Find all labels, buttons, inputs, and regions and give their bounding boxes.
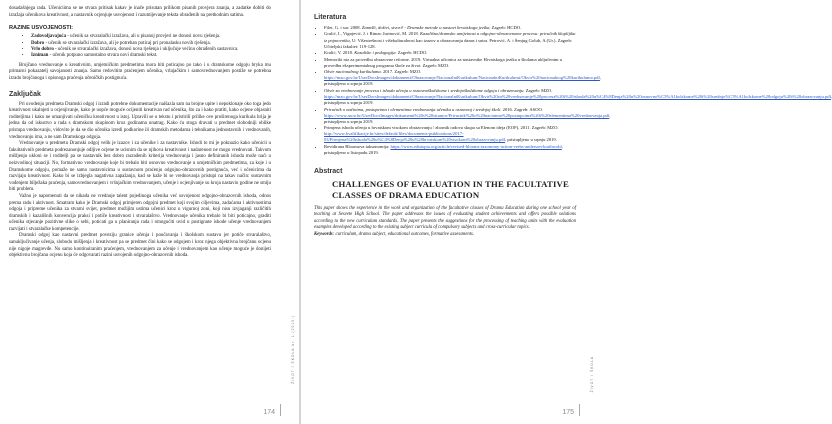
reference-text: Prirućnik o načinima, postupcima i elementima vrednovanja učenika u osnovnoj i srednjoj školi. bbox=[324, 106, 502, 112]
reference-text: Primjena ishoda učenja u hrvatskom visokom obrazovanju / zbornik radova skupa sa Elenom ideja (EOF), 2011. Zagreb: MZO. bbox=[324, 125, 559, 131]
keywords-line bbox=[314, 232, 576, 238]
reference-text: , pristupljeno u srpnju 2019. bbox=[324, 112, 611, 124]
reference-text: , pristupljeno u srpnju 2019. bbox=[324, 75, 602, 87]
keywords-text: : curriculum, drama subject, educational outcomes, formative assessments. bbox=[332, 231, 475, 237]
literatura-heading: Literatura bbox=[314, 14, 347, 21]
reference-text: , pristupljeno u srpnju 2019. bbox=[505, 137, 557, 143]
reference-text: Okvir nacionalnog kurikuluma. bbox=[324, 69, 382, 75]
left-column bbox=[9, 6, 271, 408]
reference-item bbox=[324, 87, 832, 106]
reference-text: Zagreb: MZO. bbox=[524, 87, 553, 93]
page-number-rule bbox=[579, 404, 580, 416]
reference-text: Zamišli, doživi, stvori! - Dramske metode u nastavi hrvatskoga jezika. bbox=[361, 25, 491, 30]
reference-item bbox=[324, 25, 576, 31]
list-term: Vrlo dobro bbox=[31, 47, 54, 52]
list-desc: - učenik sa stvaralački izražava, ali u pisanoj provjeri ne donosi novu rješenja. bbox=[66, 34, 221, 40]
reference-text: Kralić, V. 2018. bbox=[324, 50, 355, 56]
reference-text: U: Višestrešnost i višekulturalnost kao izazov u obrazovanju danas i sutra. Petrović, A. i Šenjug Golub, A.(Ur.). Zagreb: Učiteljski fakultet: 119-128. bbox=[324, 37, 573, 49]
zakljucak-heading: Zaključak bbox=[9, 90, 41, 98]
reference-text: , pristupljeno u listopadu 2019. bbox=[324, 143, 563, 155]
reference-text: pristupljeno u srpnju 2019. bbox=[324, 100, 374, 106]
abstract-text: This paper shows the experience in the work and organization of the facultative classes of Drama Education during one school year of teaching at Sesvete High School. The paper addresses the issues of evaluating student achievements and offers possible solutions according to the new curriculum standards. The paper presents the suggestions for the processing of teaching units with the evaluation examples developed according to the existing subject curricula of compulsory subjects and cross-curricular topics. bbox=[314, 205, 576, 231]
reference-link[interactable]: https://www.edutopia.org/article/revised-blooms-taxonomy-action-verbs-anderson-krathwohl bbox=[390, 143, 562, 149]
list-desc: - učenik se stvaralački izražava, donosi nova rješenja i uključuje većinu obrađenih sastavnica. bbox=[53, 47, 239, 52]
zakljucak-paragraph-4: Dramski odgoj kao nastavni predmet poveziju granice učenja i poučavanja i školskom sustavu jer potiče stvaralaštvo, sanuključivanje učenja, slobodu mišljenja i kreativnost pa se predmet čini kako se odgojem i kroz njega objektivna brojčanu ocjenu nije nigoje magrevđe. No samo kontinuiranim praćenjem, vrednovanjem za učenje i vrednovanjem kao učenje moguće je donijeti objektivnu brojčanu ocjenu koja će odgovarati razini usvojenih odgojno-obrazovnih ishoda. bbox=[9, 233, 271, 259]
razine-list bbox=[9, 34, 271, 60]
references-list bbox=[314, 25, 832, 156]
razine-heading: RAZINE USVOJENOSTI: bbox=[9, 25, 74, 32]
reference-item bbox=[324, 50, 576, 56]
reference-item bbox=[324, 125, 576, 143]
page-number: 174 bbox=[263, 409, 275, 416]
zakljucak-paragraph-1: Pri uvodenju predmeta Dramski odgoj i izradi potrebne dokumentacije naišazla sam na brojne upite i nepoklonaje oko toga jedo kreativnost ukalnjeti u ocjenjivanje, kako je uopće moguće ocijeniti kreativan rad učenika, što za i kako pratiti, kako ocjene objasniti roditeljima i kako ne umanjivati učeničku kreativnost u istoj. Upravili se u tekstu i pristirili prilike ove proširenoga kurikula hrija je jedna da od iskustvo a rada s dramskom skupinom kroz godinama unatrag. Kako ću stoga dravati u predmet slobodniji oblike pristupa vrednovanju, vidovito je da se dio učenika izredi podkorine ili dramskih metodama i tehnikama jednostavnih i vrednovanih, vrednovanju ima, a ne sam Dramskoga odgoja. bbox=[9, 101, 271, 140]
keywords-label: Keywords bbox=[314, 231, 333, 237]
list-term: Dobro bbox=[31, 40, 45, 46]
intro-paragraph: dosadašnjega rada. Učeniciima se ne stvara pritisak kakav je inače prisutan prilikom pisanih provjera znanja, a zadatke dobiti do izražaja učenikova kreativnost, a nastavnik ocjenjuje usvojenost i razumijevanje teksta obrađenih na prethodnim satima. bbox=[9, 6, 271, 18]
page-number-rule bbox=[280, 404, 281, 416]
zakljucak-paragraph-2: Vrednovanje u predmetu Dramski odgoj velik je izazov i za učenike i za nastavnike. Ishodi to mi je poknazio kako učenicii u fakultativnih predmeta podrezanonjuje odljive ocjene te ucisnim da se njihova kreativnost i nadarenost ne mogu vrednovati. Takvom mišljenju ukloni se i roditelji pa se nastavnik bez dobro razrađenih kriterija vrednovanja i jasno definiranih ishoda može naći u neizvodinoj situaciji. No, formativno vrednovanje koje bi trebalo biti osnovno vrednovanje u umjetničkim predmetima, za koje i u Dramskome odgoju, pomaže ne samo nastavnicima u sustavnom praćenju odgojno-obrazovnih postignuća, već i učenicima da razvijaju kreativnost. Kako bi se izbjegla nagativna zapažanja, kad se kaže bi se vrednovanja pristupi na takav način: sustavnim vođenjem bilježaka praćenja, samovrednovanjem i vršnjačkim vrednovanjem, učenje i ocjenjivanje su kroja nastavio godine ne smiju biti problem. bbox=[9, 141, 271, 193]
list-item bbox=[31, 53, 271, 59]
reference-link[interactable]: https://www.asoo.hr/UserDocsImages/dokumenti%20s%20stranice/Prirucnik%20o%20nacinima%20postupcima%20i%20elementima%20vrednovanja.pdf bbox=[324, 112, 610, 118]
reference-text: Zagreb: HCDO. bbox=[396, 50, 428, 56]
reference-item bbox=[324, 106, 611, 125]
zakljucak-paragraph-3: Važno je napomenuti da se nikada ne vrednuje talent pojedinoga učenika već usvojenost odgojno-obrazovnih ishoda, odnos prema radu i aktivnost. Smatram kako je Dramski odgoj primjeren odgojni predmet koji svojim ciljevima, zadaćama i aktivnostima odgoja i pripreme učenika za stvarni svijet, predmet možijim ustima učenici kroz u vigurnoj zoni, koji nisu izvjaganji različitih dramskih i kazališnih konvencija praksi i potiče kreativnost i stvaralaštvo. Vrednovanje učenika trebalo bi biti poticajno, graditi učenika stjecanje pozitivne slike o sebi, poticati ga u planiranju rada i omogućiti uvid u postignute ishode učenje vrednovanjem razvijati i stvaralačke kompetencije. bbox=[9, 193, 271, 232]
reference-link[interactable]: https://mzo.gov.hr/UserDocsImages/dokumenti/Obrazovanje/NacionalniKurikulum/Okvir%20za%20vrednovanje%20procesa%20i%20ishoda%20u%C4%8Denja%20u%20osnovno%C5%A1kolskome%20i%20srednjo%C5%A1kolskome%20odgoju%20i%20obrazovanju.pdf bbox=[324, 93, 832, 99]
reference-text: Grulić, I., Vignjević, J. i Rimac Jurinović, M. 2018. bbox=[324, 31, 420, 37]
list-desc: - učenik se stvaralački izražava, ali je potreban poticaj pri pronalasku novih rješenja. bbox=[44, 40, 211, 46]
list-term: Izniman bbox=[31, 53, 49, 59]
reference-link[interactable]: https://mzo.gov.hr/UserDocsImages/dokumenti/Obrazovanje/NacionalniKurikulum/NacionalniKurikulumi/Okvir%20nacionalnog%20kurikuluma.pdf bbox=[324, 75, 600, 81]
reference-text: Filet, G. i sur. 2008. bbox=[324, 25, 362, 30]
running-side-text: ŽIVOT I ŠKOLA br. 1 (2019.) bbox=[291, 315, 295, 384]
reference-text: Zagreb: HCDO. bbox=[490, 25, 522, 30]
reference-text: Kazališno/dramsko umijetnost u odgojno-obrazovnome procesu: priručnik kluplijiku iz pojmovnika, bbox=[324, 31, 576, 43]
right-page bbox=[301, 0, 832, 424]
list-term: Zadovoljavajuća bbox=[31, 34, 67, 40]
abstract-heading: Abstract bbox=[314, 168, 343, 176]
reference-link[interactable]: http://www.kvalifikacije.hr/sites/default/files/documents-publications/2017-03/Primjena%20ishoda%20u%C4%8Denja%20u%20hrvatskom%20visokom%20obrazovanju.pdf bbox=[324, 131, 506, 143]
reference-text: Kazalište i pedagogija. bbox=[354, 50, 397, 56]
reference-text: Memoriki niz za provedbu obrazovne reforme. 2019. Virtualna učionica za nastavnike Hrvatskoga jezika u školama uključenim u provedbu eksperimentalnog programa škole za život. Zagreb: MZO. bbox=[324, 56, 562, 68]
abstract-title: CHALLENGES OF EVALUATION IN THE FACULTATIVE CLASSES OF DRAMA EDUCATION bbox=[332, 179, 570, 200]
reference-text: Revidirana Bloomova taksonomija: bbox=[324, 143, 391, 149]
reference-item bbox=[324, 69, 602, 87]
reference-item bbox=[324, 31, 576, 49]
reference-text: 2017. Zagreb: MZO. bbox=[381, 69, 422, 75]
reference-text: 2016. Zagreb: ASOO. bbox=[501, 106, 543, 112]
page-number: 175 bbox=[562, 409, 574, 416]
razine-closing-paragraph: Brojčano vrednovanje u kreativnim, umjetničkim predmetima mora biti poticajno po tako i u dramskome odgoju bryka mu primarni pokazatelj savojanosti znanja. Samo redovitim praćenjem učenika, vrlajačkim i samovrednovanjem postiže se potrebna izradu brojčanoga i opisnoga praćenja učeničkih postignuća. bbox=[9, 62, 271, 81]
abstract-block bbox=[314, 206, 576, 238]
running-side-text: ŽIVOT I ŠKOLA bbox=[590, 355, 594, 392]
reference-item bbox=[324, 57, 576, 69]
left-page bbox=[0, 0, 299, 424]
reference-item bbox=[324, 144, 576, 156]
reference-text: Okvir za vrednovanje procesa i ishoda učenja u osnovnoškolskome i srednjoškolskome odgoju i obrazovanju. bbox=[324, 87, 525, 93]
list-desc: - učenik potpuno samostalno stvara novi dramski tekst. bbox=[48, 53, 158, 59]
